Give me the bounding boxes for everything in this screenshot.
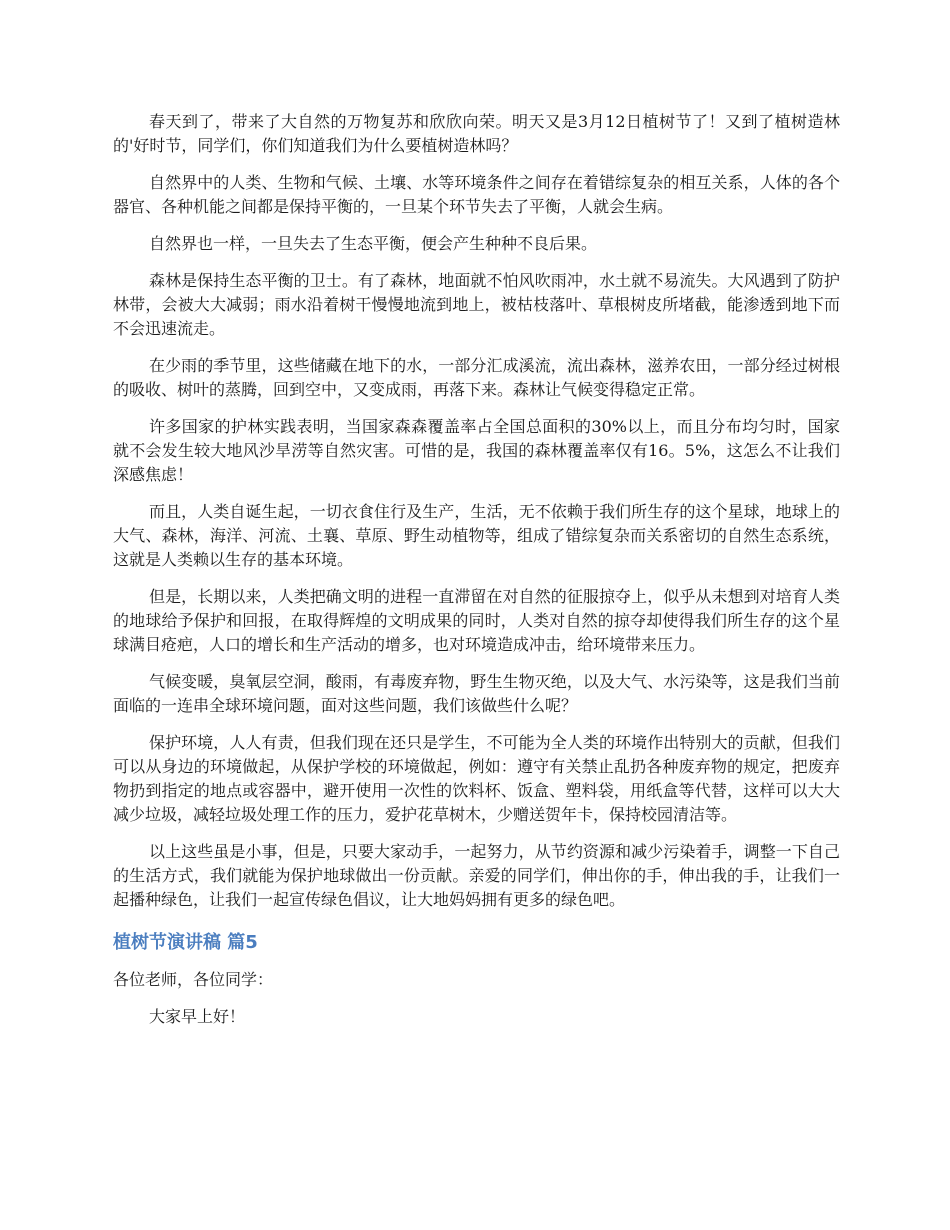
paragraph-11: 以上这些虽是小事，但是，只要大家动手，一起努力，从节约资源和减少污染着手，调整一下自己的生活方式，我们就能为保护地球做出一份贡献。亲爱的同学们，伸出你的手，伸出我的手，让我们一起播种绿色，让我们一起宣传绿色倡议，让大地妈妈拥有更多的绿色吧。 (113, 842, 840, 909)
paragraph-8: 但是，长期以来，人类把确文明的进程一直滞留在对自然的征服掠夺上，似乎从未想到对培育人类的地球给予保护和回报，在取得辉煌的文明成果的同时，人类对自然的掠夺却使得我们所生存的这个星球满目疮疤，人口的增长和生产活动的增多，也对环境造成冲击，给环境带来压力。 (113, 587, 840, 654)
paragraph-3: 自然界也一样，一旦失去了生态平衡，便会产生种种不良后果。 (149, 234, 598, 253)
paragraph-6: 许多国家的护林实践表明，当国家森森覆盖率占全国总面积的30%以上，而且分布均匀时，国家就不会发生较大地风沙旱涝等自然灾害。可惜的是，我国的森林覆盖率仅有16。5%，这怎么不让我们深感焦虑！ (113, 417, 840, 484)
paragraph-4: 森林是保持生态平衡的卫士。有了森林，地面就不怕风吹雨冲，水土就不易流失。大风遇到了防护林带，会被大大减弱；雨水沿着树干慢慢地流到地上，被枯枝落叶、草根树皮所堵截，能渗透到地下而不会迅速流走。 (113, 271, 840, 338)
salutation-line: 各位老师，各位同学： (113, 970, 274, 989)
paragraph-10: 保护环境，人人有责，但我们现在还只是学生，不可能为全人类的环境作出特别大的贡献，但我们可以从身边的环境做起，从保护学校的环境做起，例如：遵守有关禁止乱扔各种废弃物的规定，把废弃物扔到指定的地点或容器中，避开使用一次性的饮料杯、饭盒、塑料袋，用纸盒等代替，这样可以大大减少垃圾，减轻垃圾处理工作的压力，爱护花草树木，少赠送贺年卡，保持校园清洁等。 (113, 733, 840, 824)
paragraph-7: 而且，人类自诞生起，一切衣食住行及生产，生活，无不依赖于我们所生存的这个星球，地球上的大气、森林，海洋、河流、土襄、草原、野生动植物等，组成了错综复杂而关系密切的自然生态系统，这就是人类赖以生存的基本环境。 (113, 502, 840, 569)
document-page (113, 110, 840, 1029)
paragraph-1: 春天到了，带来了大自然的万物复苏和欣欣向荣。明天又是3月12日植树节了！又到了植树造林的'好时节，同学们，你们知道我们为什么要植树造林吗？ (113, 112, 840, 155)
section-heading: 植树节演讲稿 篇5 (113, 932, 258, 953)
paragraph-9: 气候变暖，臭氧层空洞，酸雨，有毒废弃物，野生生物灭绝，以及大气、水污染等，这是我们当前面临的一连串全球环境问题，面对这些问题，我们该做些什么呢？ (113, 672, 840, 715)
paragraph-5: 在少雨的季节里，这些储藏在地下的水，一部分汇成溪流，流出森林，滋养农田，一部分经过树根的吸收、树叶的蒸腾，回到空中，又变成雨，再落下来。森林让气候变得稳定正常。 (113, 356, 840, 399)
paragraph-2: 自然界中的人类、生物和气候、土壤、水等环境条件之间存在着错综复杂的相互关系，人体的各个器官、各种机能之间都是保持平衡的，一旦某个环节失去了平衡，人就会生病。 (113, 173, 840, 216)
greeting-line: 大家早上好！ (149, 1007, 246, 1026)
